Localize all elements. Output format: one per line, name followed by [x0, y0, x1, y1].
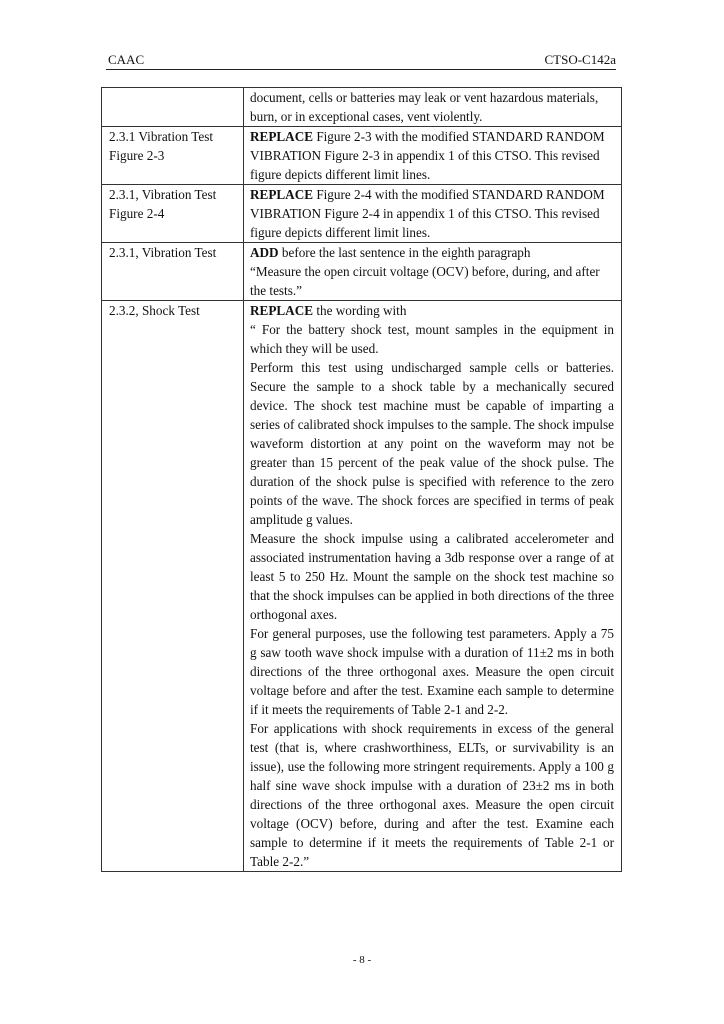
section-label: 2.3.1 Vibration Test Figure 2-3 — [109, 129, 214, 163]
replacement-paragraph: Perform this test using undischarged sample cells or batteries. Secure the sample to a shock table by a mechanically secured device. The shock test machine must be capable of imparting a series of calibrated shock impulses to the sample. The shock impulse waveform distortion at any point on the waveform may not be greater than 15 percent of the peak value of the shock pulse. The duration of the shock pulse is specified with reference to the zero points of the wave. The shock forces are specified in terms of peak amplitude g values. — [250, 360, 614, 527]
change-text: Figure 2-3 with the modified STANDARD RANDOM VIBRATION Figure 2-3 in appendix 1 of this CTSO. This revised figure depicts different limit lines. — [250, 129, 605, 182]
change-text: Figure 2-4 with the modified STANDARD RANDOM VIBRATION Figure 2-4 in appendix 1 of this CTSO. This revised figure depicts different limit lines. — [250, 187, 605, 240]
change-text: before the last sentence in the eighth paragraph — [278, 245, 531, 260]
change-keyword: ADD — [250, 245, 279, 260]
section-label: 2.3.1, Vibration Test — [109, 245, 217, 260]
table-row — [102, 185, 622, 243]
replacement-paragraph: Measure the shock impulse using a calibrated accelerometer and associated instrumentation having a 3db response over a range of at least 5 to 250 Hz. Mount the sample on the shock test machine so that the shock impulses can be applied in both directions of the three orthogonal axes. — [250, 531, 614, 622]
header-rule — [106, 69, 616, 70]
section-label: 2.3.2, Shock Test — [109, 303, 200, 318]
change-instruction — [250, 185, 614, 242]
page-number: - 8 - — [352, 954, 372, 966]
change-instruction — [250, 127, 614, 184]
change-keyword: REPLACE — [250, 187, 314, 202]
document-code: CTSO-C142a — [544, 52, 616, 67]
continued-text: document, cells or batteries may leak or vent hazardous materials, burn, or in exceptional cases, vent violently. — [250, 90, 599, 124]
section-cell — [102, 301, 244, 872]
change-keyword: REPLACE — [250, 303, 314, 318]
table-row — [102, 88, 622, 127]
table-row — [102, 243, 622, 301]
replacement-paragraph: For applications with shock requirements in excess of the general test (that is, where crashworthiness, ELTs, or survivability is an issue), use the following more stringent requirements. Apply a 100 g half sine wave shock impulse with a duration of 23±2 ms in both directions of the three orthogonal axes. Measure the open circuit voltage (OCV) before, during and after the test. Examine each sample to determine if it meets the requirements of Table 2-1 or Table 2-2.” — [250, 721, 614, 869]
replacement-paragraph: “ For the battery shock test, mount samples in the equipment in which they will be used. — [250, 322, 614, 356]
change-cell — [244, 88, 622, 127]
section-cell — [102, 185, 244, 243]
table-row — [102, 127, 622, 185]
change-keyword: REPLACE — [250, 129, 314, 144]
amendment-table — [101, 87, 622, 872]
replacement-paragraph: For general purposes, use the following test parameters. Apply a 75 g saw tooth wave shock impulse with a duration of 11±2 ms in both directions of the three orthogonal axes. Measure the open circuit voltage before and after the test. Examine each sample to determine if it meets the requirements of Table 2-1 and 2-2. — [250, 626, 614, 717]
section-cell — [102, 88, 244, 127]
change-cell — [244, 127, 622, 185]
table-row — [102, 301, 622, 872]
change-text: the wording with — [313, 303, 407, 318]
section-label: 2.3.1, Vibration Test Figure 2-4 — [109, 187, 217, 221]
change-cell — [244, 243, 622, 301]
change-instruction — [250, 301, 614, 320]
document-issuer: CAAC — [108, 52, 145, 67]
change-cell — [244, 185, 622, 243]
quoted-addition: “Measure the open circuit voltage (OCV) before, during, and after the tests.” — [250, 264, 600, 298]
change-instruction — [250, 243, 614, 262]
section-cell — [102, 243, 244, 301]
change-cell — [244, 301, 622, 872]
section-cell — [102, 127, 244, 185]
